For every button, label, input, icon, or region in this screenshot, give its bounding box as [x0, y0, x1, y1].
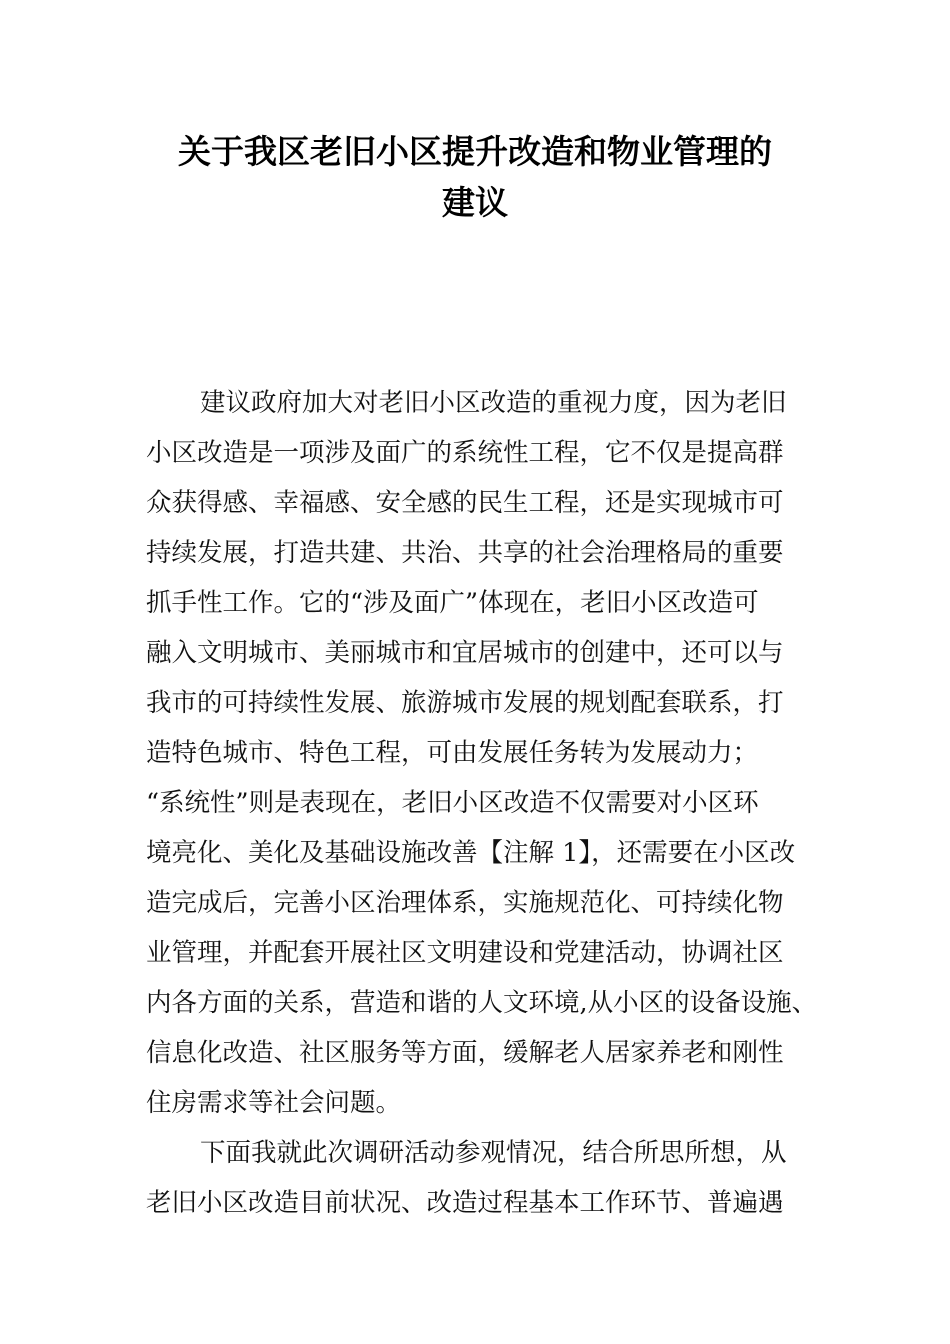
- paragraph-line: 造完成后，完善小区治理体系，实施规范化、可持续化物: [146, 888, 784, 918]
- paragraph-line: 我市的可持续性发展、旅游城市发展的规划配套联系，打: [146, 688, 784, 718]
- paragraph-line: “系统性”则是表现在，老旧小区改造不仅需要对小区环: [146, 788, 759, 818]
- paragraph-line: 住房需求等社会问题。: [146, 1088, 402, 1118]
- paragraph-line: 抓手性工作。它的“涉及面广”体现在，老旧小区改造可: [146, 588, 759, 618]
- paragraph-line: 造特色城市、特色工程，可由发展任务转为发展动力；: [146, 738, 759, 768]
- paragraph-line: 建议政府加大对老旧小区改造的重视力度，因为老旧: [200, 388, 787, 418]
- paragraph-line: 下面我就此次调研活动参观情况，结合所思所想，从: [200, 1138, 787, 1168]
- document-title-line-2: 建议: [442, 183, 508, 222]
- document-body: [146, 378, 846, 1228]
- paragraph-line: 持续发展，打造共建、共治、共享的社会治理格局的重要: [146, 538, 784, 568]
- paragraph-1: [146, 378, 846, 1128]
- paragraph-line: 境亮化、美化及基础设施改善【注解 1】，还需要在小区改: [146, 838, 796, 868]
- paragraph-line: 融入文明城市、美丽城市和宜居城市的创建中，还可以与: [146, 638, 784, 668]
- paragraph-line: 小区改造是一项涉及面广的系统性工程，它不仅是提高群: [146, 438, 784, 468]
- paragraph-line: 业管理，并配套开展社区文明建设和党建活动，协调社区: [146, 938, 784, 968]
- paragraph-line: 内各方面的关系，营造和谐的人文环境,从小区的设备设施、: [146, 988, 818, 1018]
- document-title-line-1: 关于我区老旧小区提升改造和物业管理的: [178, 132, 772, 171]
- paragraph-line: 众获得感、幸福感、安全感的民生工程，还是实现城市可: [146, 488, 784, 518]
- paragraph-line: 信息化改造、社区服务等方面，缓解老人居家养老和刚性: [146, 1038, 784, 1068]
- paragraph-line: 老旧小区改造目前状况、改造过程基本工作环节、普遍遇: [146, 1188, 784, 1218]
- paragraph-2: [146, 1128, 846, 1228]
